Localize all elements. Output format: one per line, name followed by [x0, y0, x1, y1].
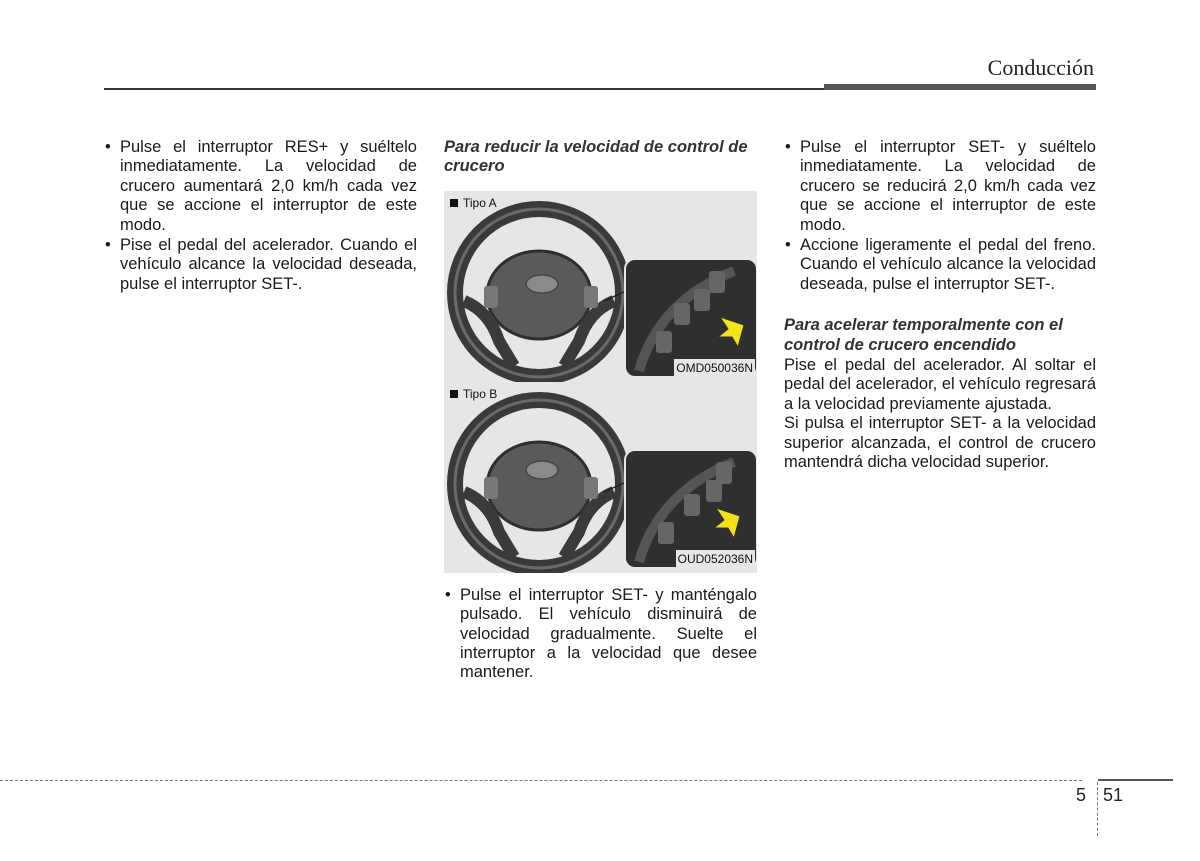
bullet-item: • Pulse el interruptor SET- y suéltelo inmediatamente. La velocidad de crucero se reducirá 2,0 km/h cada vez que se accione el interruptor de este modo. [784, 138, 1096, 235]
column-left [104, 138, 417, 295]
steering-wheel-illustration [444, 382, 757, 573]
paragraph: Pise el pedal del acelerador. Al soltar el pedal del acelerador, el vehículo regresará a la velocidad previamente ajustada. [784, 356, 1096, 413]
section-heading: Para reducir la velocidad de control de crucero [444, 138, 748, 176]
steering-wheel-icon [455, 209, 623, 377]
bullet-list [444, 586, 757, 683]
page-header-title: Conducción [987, 55, 1094, 80]
footer-dashed-rule [0, 780, 1082, 781]
bullet-list [784, 138, 1096, 294]
figure-type-b [444, 382, 757, 573]
page-number: 51 [1103, 785, 1124, 805]
figure-label: Tipo A [450, 194, 497, 213]
steering-wheel-illustration [444, 191, 757, 382]
bullet-item: • Pulse el interruptor SET- y manténgalo pulsado. El vehículo disminuirá de velocidad gradualmente. Suelte el interruptor a la velocidad que desee mantener. [444, 586, 757, 683]
figure-code: OUD052036N [676, 550, 755, 569]
bullet-item: • Pise el pedal del acelerador. Cuando el vehículo alcance la velocidad deseada, pulse el interruptor SET-. [104, 236, 417, 294]
section-heading: Para acelerar temporalmente con el control de crucero encendido [784, 316, 1063, 354]
steering-wheel-icon [455, 400, 623, 568]
figure-code: OMD050036N [674, 359, 755, 378]
bullet-list [104, 138, 417, 294]
column-right [784, 138, 1096, 473]
figure-type-a [444, 191, 757, 382]
bullet-item: • Accione ligeramente el pedal del freno. Cuando el vehículo alcance la velocidad deseada, pulse el interruptor SET-. [784, 236, 1096, 294]
chapter-number: 5 [1076, 785, 1087, 805]
square-bullet-icon [450, 199, 458, 207]
header-rule-accent [824, 84, 1096, 90]
figure-label: Tipo B [450, 385, 497, 404]
footer-vertical-rule [1097, 782, 1098, 836]
paragraph: Si pulsa el interruptor SET- a la velocidad superior alcanzada, el control de crucero mantendrá dicha velocidad superior. [784, 414, 1096, 472]
column-middle [444, 138, 757, 684]
bullet-item: • Pulse el interruptor RES+ y suéltelo inmediatamente. La velocidad de crucero aumentará 2,0 km/h cada vez que se accione el interruptor de este modo. [104, 138, 417, 235]
footer-solid-rule [1098, 779, 1173, 781]
square-bullet-icon [450, 390, 458, 398]
